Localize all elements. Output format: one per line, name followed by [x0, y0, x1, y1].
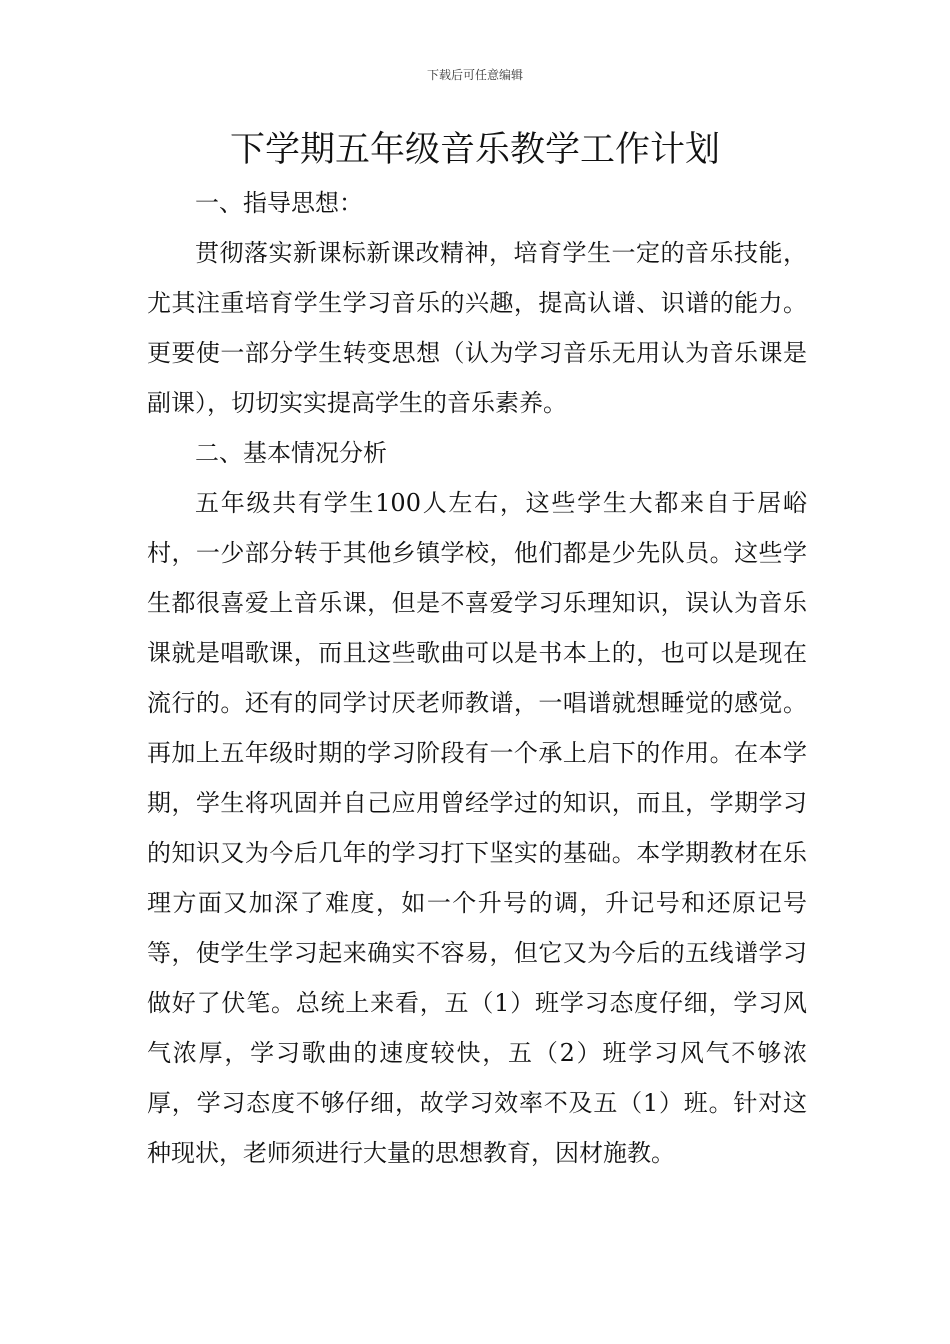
document-title: 下学期五年级音乐教学工作计划 [229, 130, 720, 170]
page-header-note: 下载后可任意编辑 [426, 68, 523, 82]
section-heading-situation-analysis: 二、基本情况分析 [195, 439, 387, 467]
section-paragraph-guiding-ideology: 贯彻落实新课标新课改精神，培育学生一定的音乐技能，尤其注重培育学生学习音乐的兴趣，提高认谱、识谱的能力。更要使一部分学生转变思想（认为学习音乐无用认为音乐课是副课），切切实实提高学生的音乐素养。 [147, 239, 807, 417]
section-paragraph-situation-analysis: 五年级共有学生100人左右，这些学生大都来自于居峪村，一少部分转于其他乡镇学校，他们都是少先队员。这些学生都很喜爱上音乐课，但是不喜爱学习乐理知识，误认为音乐课就是唱歌课，而且这些歌曲可以是书本上的，也可以是现在流行的。还有的同学讨厌老师教谱，一唱谱就想睡觉的感觉。再加上五年级时期的学习阶段有一个承上启下的作用。在本学期，学生将巩固并自己应用曾经学过的知识，而且，学期学习的知识又为今后几年的学习打下坚实的基础。本学期教材在乐理方面又加深了难度，如一个升号的调，升记号和还原记号等，使学生学习起来确实不容易，但它又为今后的五线谱学习做好了伏笔。总统上来看，五（1）班学习态度仔细，学习风气浓厚，学习歌曲的速度较快，五（2）班学习风气不够浓厚，学习态度不够仔细，故学习效率不及五（1）班。针对这种现状，老师须进行大量的思想教育，因材施教。 [147, 489, 807, 1167]
section-heading-guiding-ideology: 一、指导思想： [195, 189, 363, 217]
document-body [147, 178, 807, 1178]
